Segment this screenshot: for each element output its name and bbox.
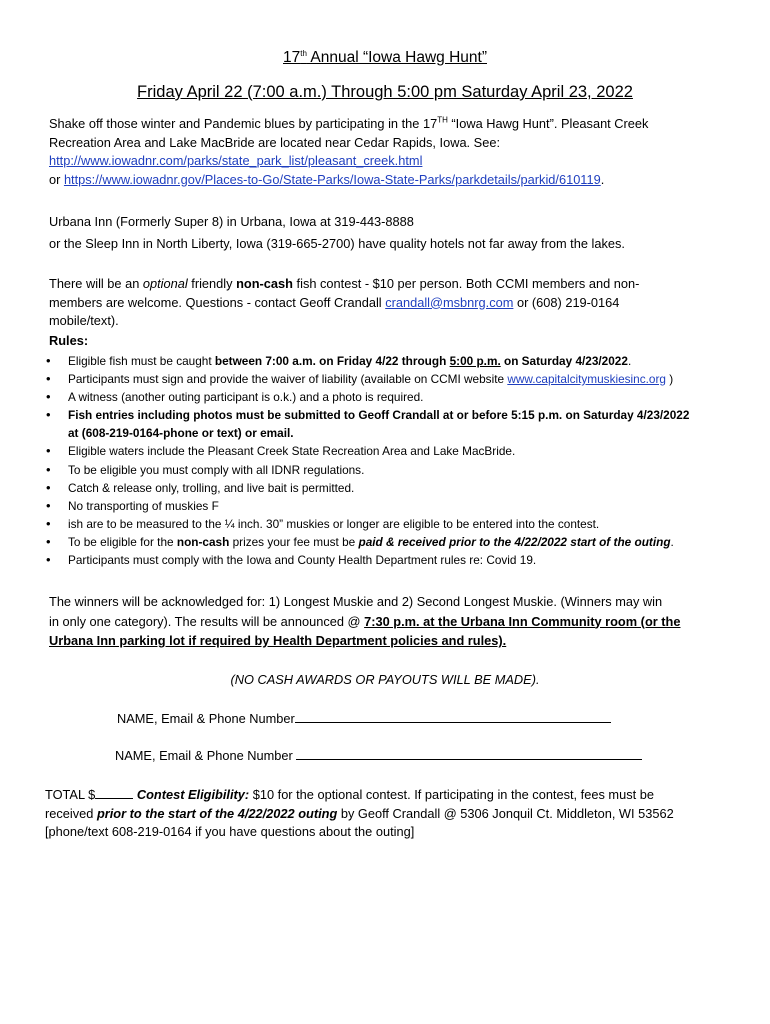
rule-item: • Fish entries including photos must be submitted to Geoff Crandall at or before 5:15 p.m. on Saturday 4/23/2022 at (608-219-0164-phone or text) or email.	[68, 406, 748, 442]
rule-item: • ish are to be measured to the ¼ inch. 30” muskies or longer are eligible to be entered into the contest.	[68, 515, 748, 533]
event-dates-heading: Friday April 22 (7:00 a.m.) Through 5:00 pm Saturday April 23, 2022	[137, 83, 633, 101]
rule-item: • A witness (another outing participant is o.k.) and a photo is required.	[68, 388, 748, 406]
total-amount-field[interactable]	[95, 785, 133, 799]
rules-heading: Rules:	[49, 333, 89, 348]
total-paragraph: TOTAL $ Contest Eligibility: $10 for the optional contest. If participating in the contest, fees must be received prior to the start of the 4/22/2022 outing by Geoff Crandall @ 5306 Jonquil Ct. Middleton, WI 53562 [phone/text 608-219-0164 if you have questions about the outing]	[45, 787, 674, 839]
rule-item: • Catch & release only, trolling, and live bait is permitted.	[68, 479, 748, 497]
winners-paragraph: The winners will be acknowledged for: 1) Longest Muskie and 2) Second Longest Muskie. (Winners may win in only one category). The results will be announced @ 7:30 p.m. at the Urbana Inn Community room (or the Urbana Inn parking lot if required by Health Department policies and rules).	[49, 594, 681, 648]
no-cash-note: (NO CASH AWARDS OR PAYOUTS WILL BE MADE).	[230, 672, 540, 687]
contact-email-link[interactable]: crandall@msbnrg.com	[385, 294, 514, 310]
iowa-dnr-park-link[interactable]: https://www.iowadnr.gov/Places-to-Go/State-Parks/Iowa-State-Parks/parkdetails/parkid/610119	[63, 171, 601, 187]
entrant-2-line: NAME, Email & Phone Number	[115, 746, 642, 766]
intro-paragraph: Shake off those winter and Pandemic blues by participating in the 17TH “Iowa Hawg Hunt”. Pleasant Creek Recreation Area and Lake MacBride are located near Cedar Rapids, Iowa. See: http://www.iowadnr.com/parks/state_park_list/pleasant_creek.html or https://www.iowadnr.gov/Places-to-Go/State-Parks/Iowa-State-Parks/parkdetails/parkid/610119.	[49, 115, 649, 187]
rule-item: • Eligible waters include the Pleasant Creek State Recreation Area and Lake MacBride.	[68, 442, 748, 460]
rule-item: • Participants must comply with the Iowa and County Health Department rules re: Covid 19.	[68, 551, 748, 569]
pleasant-creek-link[interactable]: http://www.iowadnr.com/parks/state_park_list/pleasant_creek.html	[49, 153, 423, 168]
contest-paragraph: There will be an optional friendly non-cash fish contest - $10 per person. Both CCMI members and non- members are welcome. Questions - contact Geoff Crandall crandall@msbnrg.com or (608) 219-0164 mobile/text).	[49, 276, 640, 328]
ccmi-website-link[interactable]: www.capitalcitymuskiesinc.org	[507, 372, 666, 387]
rule-item: • To be eligible you must comply with all IDNR regulations.	[68, 461, 748, 479]
entrant-1-line: NAME, Email & Phone Number	[117, 709, 611, 729]
entrant-1-field[interactable]	[295, 709, 611, 723]
page-title: 17th Annual “Iowa Hawg Hunt”	[283, 48, 487, 66]
hotels-paragraph: Urbana Inn (Formerly Super 8) in Urbana, Iowa at 319-443-8888 or the Sleep Inn in North Liberty, Iowa (319-665-2700) have quality hotels not far away from the lakes.	[49, 214, 625, 251]
rule-item: • No transporting of muskies F	[68, 497, 748, 515]
rule-item: • To be eligible for the non-cash prizes your fee must be paid & received prior to the 4/22/2022 start of the outing.	[68, 533, 748, 551]
rule-item: • Participants must sign and provide the waiver of liability (available on CCMI website www.capitalcitymuskiesinc.org )	[68, 370, 748, 388]
rule-item: • Eligible fish must be caught between 7:00 a.m. on Friday 4/22 through 5:00 p.m. on Saturday 4/23/2022.	[68, 352, 748, 370]
entrant-2-field[interactable]	[296, 746, 642, 760]
rules-list	[68, 352, 748, 569]
